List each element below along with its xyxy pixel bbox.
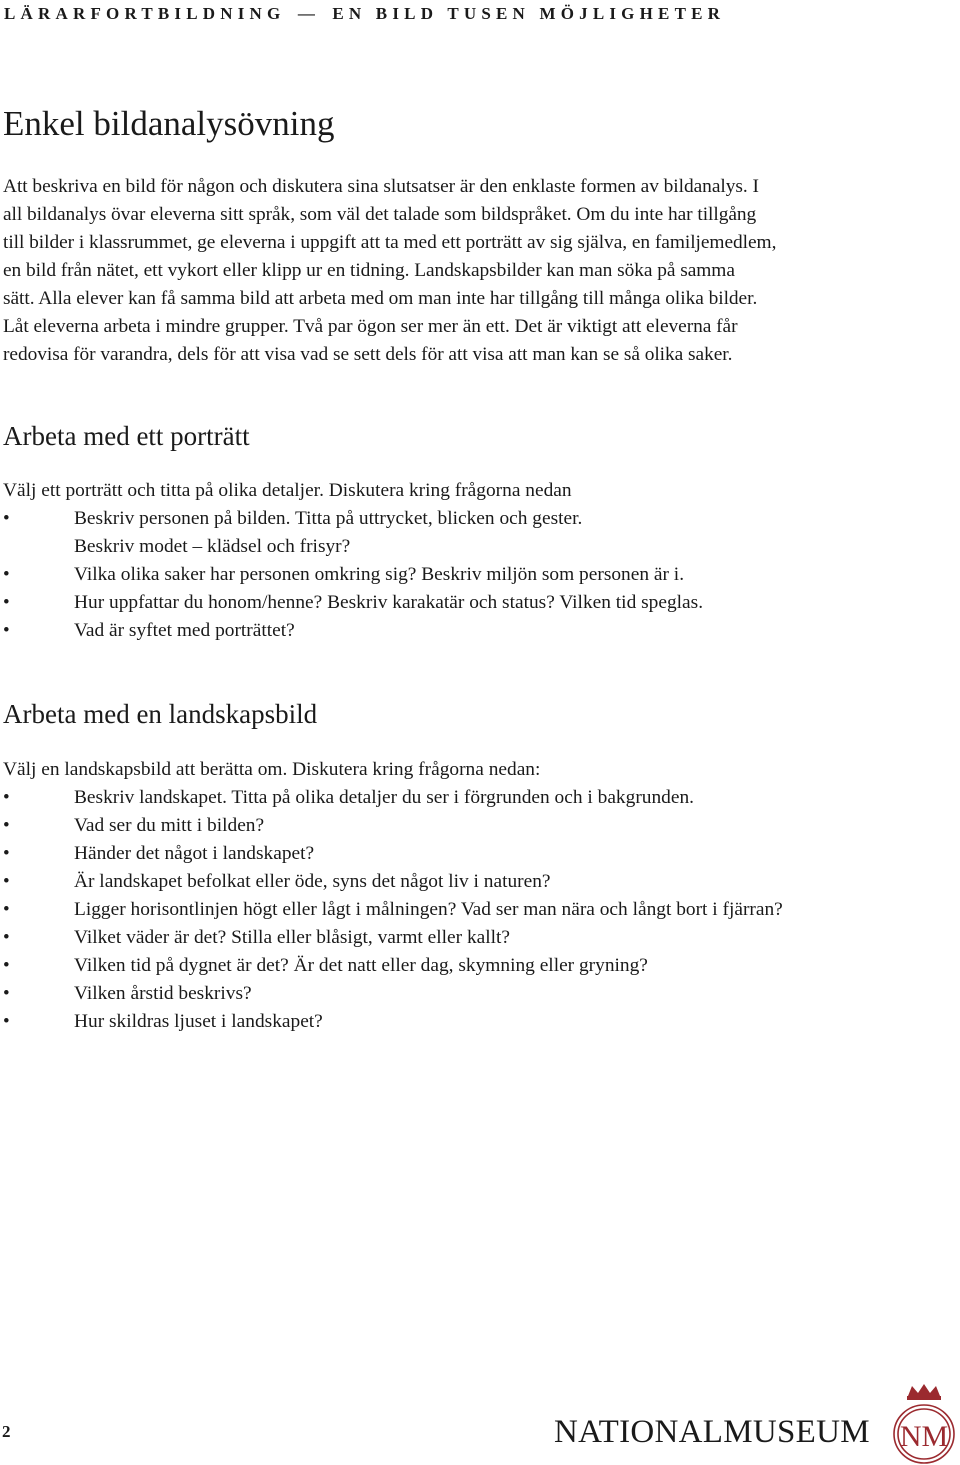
list-item-text: Vilken årstid beskrivs? bbox=[74, 983, 252, 1004]
page-title: Enkel bildanalysövning bbox=[3, 104, 335, 143]
header-separator: — bbox=[297, 4, 315, 23]
list-item bbox=[0, 840, 783, 868]
intro-line: Att beskriva en bild för någon och diskutera sina slutsatser är den enklaste formen av bildanalys. I bbox=[3, 176, 759, 197]
intro-line: redovisa för varandra, dels för att visa vad se sett dels för att visa att man kan se så olika saker. bbox=[3, 344, 733, 365]
bullet: • bbox=[3, 843, 10, 864]
page-number: 2 bbox=[2, 1422, 11, 1441]
bullet: • bbox=[3, 508, 10, 529]
bullet: • bbox=[3, 899, 10, 920]
list-item-text: Ligger horisontlinjen högt eller lågt i målningen? Vad ser man nära och långt bort i fjärran? bbox=[74, 899, 783, 920]
nationalmuseum-logo-text: NATIONALMUSEUM bbox=[554, 1414, 870, 1450]
list-item bbox=[0, 1008, 783, 1036]
list-item-text: Beskriv personen på bilden. Titta på uttrycket, blicken och gester. bbox=[74, 508, 583, 529]
list-item bbox=[0, 505, 703, 533]
bullet: • bbox=[3, 955, 10, 976]
section-heading-portrait: Arbeta med ett porträtt bbox=[3, 421, 250, 451]
bullet: • bbox=[3, 787, 10, 808]
intro-paragraph bbox=[3, 173, 960, 369]
intro-line: all bildanalys övar eleverna sitt språk, som väl det talade som bildspråket. Om du inte har tillgång bbox=[3, 204, 757, 225]
bullet: • bbox=[3, 871, 10, 892]
list-item bbox=[0, 617, 703, 645]
intro-line: Låt eleverna arbeta i mindre grupper. Två par ögon ser mer än ett. Det är viktigt att eleverna får bbox=[3, 316, 738, 337]
bullet: • bbox=[3, 927, 10, 948]
bullet: • bbox=[3, 620, 10, 641]
list-item-text: Är landskapet befolkat eller öde, syns det något liv i naturen? bbox=[74, 871, 551, 892]
list-item-text: Hur skildras ljuset i landskapet? bbox=[74, 1011, 323, 1032]
list-item-text: Beskriv modet – klädsel och frisyr? bbox=[74, 536, 351, 557]
running-header bbox=[4, 4, 725, 24]
list-item-text: Händer det något i landskapet? bbox=[74, 843, 315, 864]
list-item bbox=[0, 952, 783, 980]
list-item bbox=[0, 784, 783, 812]
bullet: • bbox=[3, 592, 10, 613]
header-subtitle: EN BILD TUSEN MÖJLIGHETER bbox=[332, 4, 726, 23]
section-lead-landscape: Välj en landskapsbild att berätta om. Diskutera kring frågorna nedan: bbox=[3, 759, 541, 780]
bullet: • bbox=[3, 983, 10, 1004]
logo-monogram: NM bbox=[899, 1420, 949, 1453]
bullet: • bbox=[3, 564, 10, 585]
list-item bbox=[0, 561, 703, 589]
question-list-landscape bbox=[0, 784, 783, 1036]
intro-line: sätt. Alla elever kan få samma bild att arbeta med om man inte har tillgång till många olika bilder. bbox=[3, 288, 758, 309]
intro-line: till bilder i klassrummet, ge eleverna i uppgift att ta med ett porträtt av sig själva, en familjemedlem, bbox=[3, 232, 777, 253]
section-lead-portrait: Välj ett porträtt och titta på olika detaljer. Diskutera kring frågorna nedan bbox=[3, 480, 572, 501]
list-item-text: Hur uppfattar du honom/henne? Beskriv karakatär och status? Vilken tid speglas. bbox=[74, 592, 704, 613]
list-item bbox=[0, 980, 783, 1008]
list-item bbox=[0, 896, 783, 924]
list-item-text: Vad är syftet med porträttet? bbox=[74, 620, 295, 641]
list-item bbox=[0, 868, 783, 896]
list-item-text: Vilka olika saker har personen omkring sig? Beskriv miljön som personen är i. bbox=[74, 564, 685, 585]
intro-line: en bild från nätet, ett vykort eller klipp ur en tidning. Landskapsbilder kan man söka på samma bbox=[3, 260, 735, 281]
list-item bbox=[0, 533, 703, 561]
list-item-text: Vilket väder är det? Stilla eller blåsigt, varmt eller kallt? bbox=[74, 927, 511, 948]
question-list-portrait bbox=[0, 505, 703, 645]
list-item bbox=[0, 924, 783, 952]
header-series: LÄRARFORTBILDNING bbox=[4, 4, 286, 23]
list-item bbox=[0, 589, 703, 617]
list-item bbox=[0, 812, 783, 840]
section-heading-landscape: Arbeta med en landskapsbild bbox=[3, 699, 318, 729]
list-item-text: Vad ser du mitt i bilden? bbox=[74, 815, 265, 836]
bullet: • bbox=[3, 1011, 10, 1032]
bullet: • bbox=[3, 815, 10, 836]
list-item-text: Beskriv landskapet. Titta på olika detaljer du ser i förgrunden och i bakgrunden. bbox=[74, 787, 695, 808]
nationalmuseum-crown-logo-icon bbox=[888, 1384, 960, 1465]
list-item-text: Vilken tid på dygnet är det? Är det natt eller dag, skymning eller gryning? bbox=[74, 955, 648, 976]
